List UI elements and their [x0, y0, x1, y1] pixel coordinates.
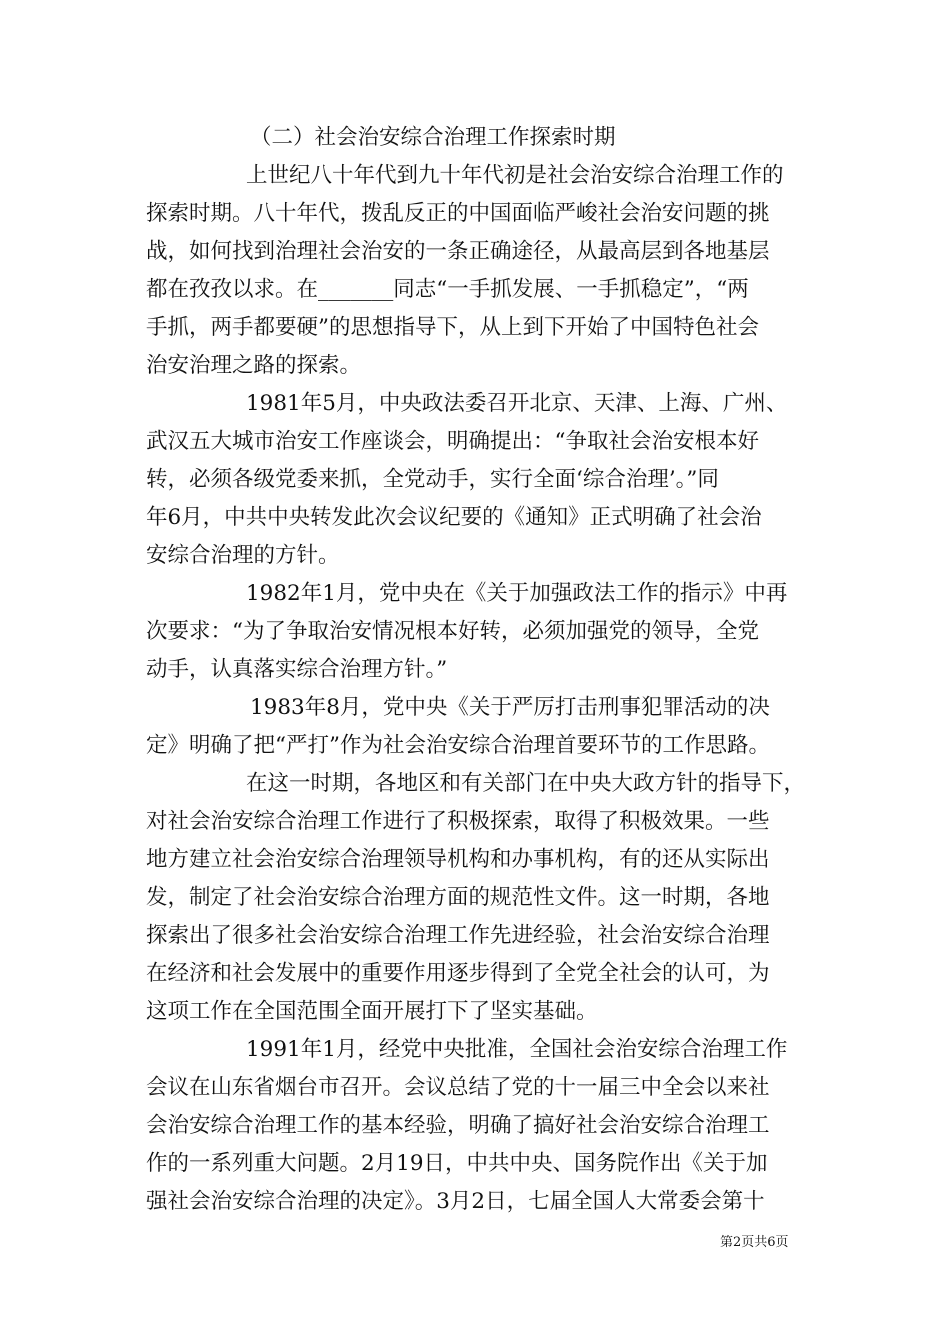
paragraph-line: 动手，认真落实综合治理方针。” — [146, 657, 448, 682]
paragraph-line: 年6月，中共中央转发此次会议纪要的《通知》正式明确了社会治 — [146, 505, 762, 530]
paragraph-line: 定》明确了把“严打”作为社会治安综合治理首要环节的工作思路。 — [146, 733, 770, 758]
paragraph-line: 武汉五大城市治安工作座谈会，明确提出：“争取社会治安根本好 — [146, 429, 759, 454]
paragraph-line: 都在孜孜以求。在_______同志“一手抓发展、一手抓稳定”，“两 — [146, 277, 749, 302]
paragraph-line: 治安治理之路的探索。 — [146, 353, 362, 378]
paragraph-line: 上世纪八十年代到九十年代初是社会治安综合治理工作的 — [246, 163, 784, 188]
paragraph-line: 1991年1月，经党中央批准，全国社会治安综合治理工作 — [246, 1037, 788, 1062]
paragraph-line: 发，制定了社会治安综合治理方面的规范性文件。这一时期，各地 — [146, 885, 770, 910]
paragraph-line: 战，如何找到治理社会治安的一条正确途径，从最高层到各地基层 — [146, 239, 770, 264]
paragraph-line: 1983年8月，党中央《关于严厉打击刑事犯罪活动的决 — [250, 695, 770, 720]
paragraph-line: 1981年5月，中央政法委召开北京、天津、上海、广州、 — [246, 391, 788, 416]
paragraph-line: 作的一系列重大问题。2月19日，中共中央、国务院作出《关于加 — [146, 1151, 768, 1176]
paragraph-line: 次要求：“为了争取治安情况根本好转，必须加强党的领导，全党 — [146, 619, 759, 644]
paragraph-line: 地方建立社会治安综合治理领导机构和办事机构，有的还从实际出 — [146, 847, 770, 872]
paragraph-line: 会治安综合治理工作的基本经验，明确了搞好社会治安综合治理工 — [146, 1113, 770, 1138]
paragraph-line: 探索出了很多社会治安综合治理工作先进经验，社会治安综合治理 — [146, 923, 770, 948]
paragraph-line: 1982年1月，党中央在《关于加强政法工作的指示》中再 — [246, 581, 788, 606]
paragraph-line: 在经济和社会发展中的重要作用逐步得到了全党全社会的认可，为 — [146, 961, 770, 986]
paragraph-line: 手抓，两手都要硬”的思想指导下，从上到下开始了中国特色社会 — [146, 315, 759, 340]
paragraph-line: 会议在山东省烟台市召开。会议总结了党的十一届三中全会以来社 — [146, 1075, 770, 1100]
page-number: 第2页共6页 — [720, 1235, 789, 1250]
paragraph-line: 安综合治理的方针。 — [146, 543, 340, 568]
paragraph-line: 对社会治安综合治理工作进行了积极探索，取得了积极效果。一些 — [146, 809, 770, 834]
section-heading: （二）社会治安综合治理工作探索时期 — [250, 125, 616, 150]
paragraph-line: 这项工作在全国范围全面开展打下了坚实基础。 — [146, 999, 598, 1024]
paragraph-line: 探索时期。八十年代，拨乱反正的中国面临严峻社会治安问题的挑 — [146, 201, 770, 226]
paragraph-line: 转，必须各级党委来抓，全党动手，实行全面‘综合治理’。”同 — [146, 467, 719, 492]
paragraph-line: 强社会治安综合治理的决定》。3月2日，七届全国人大常委会第十 — [146, 1189, 765, 1214]
paragraph-line: 在这一时期，各地区和有关部门在中央大政方针的指导下， — [246, 771, 806, 796]
